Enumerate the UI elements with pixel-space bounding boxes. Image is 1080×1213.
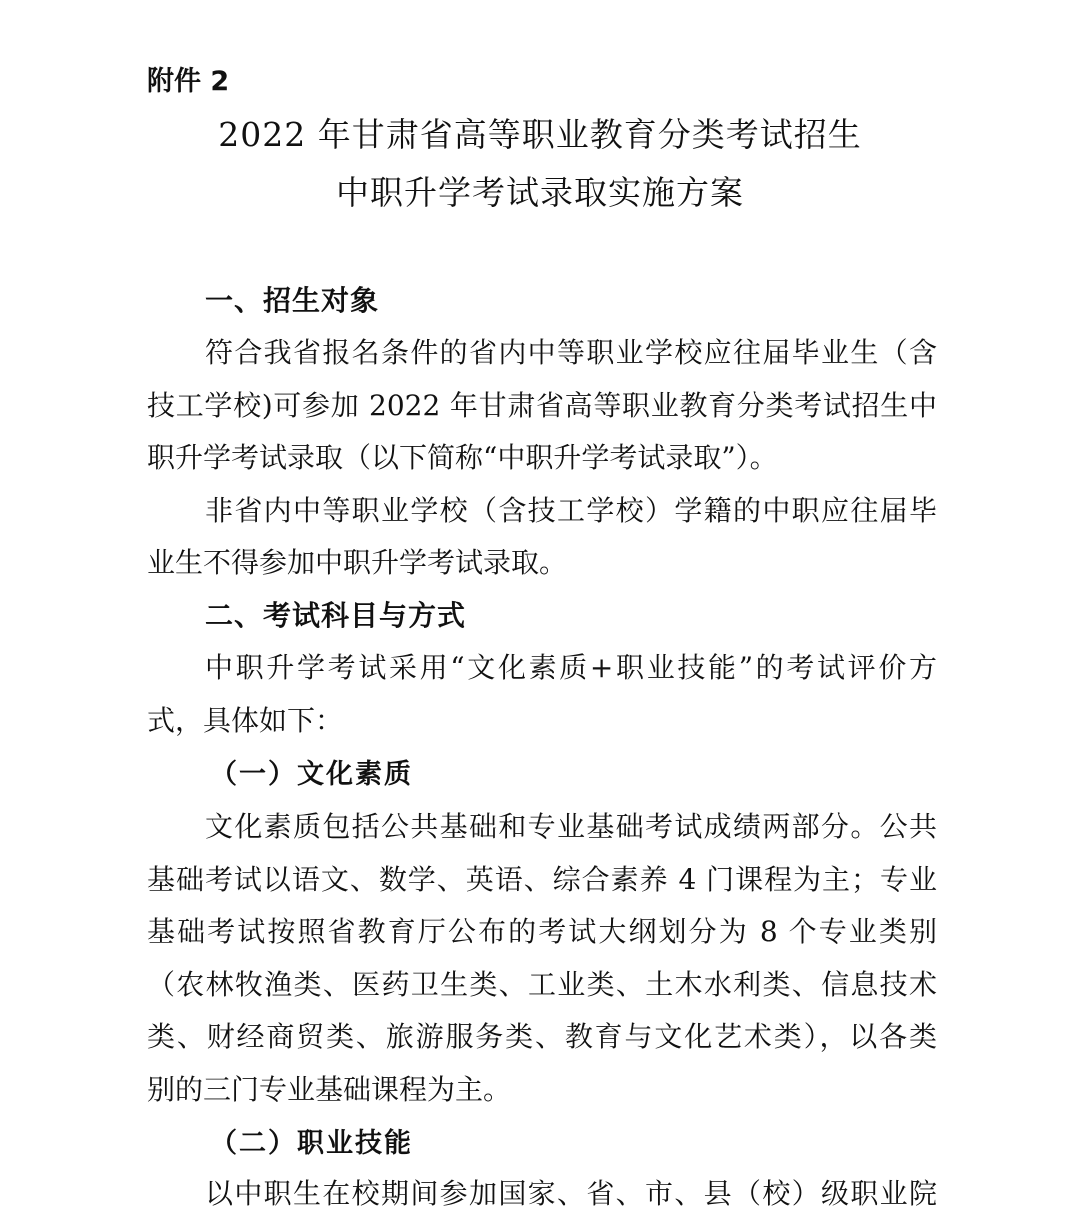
attachment-label: 附件 2 [147,66,230,97]
paragraph-4-line-3: 基础考试按照省教育厅公布的考试大纲划分为 8 个专业类别 [147,915,937,948]
document-title-line-2: 中职升学考试录取实施方案 [336,173,744,212]
paragraph-1-line-1: 符合我省报名条件的省内中等职业学校应往届毕业生（含 [205,336,937,369]
paragraph-4-line-6: 别的三门专业基础课程为主。 [147,1073,512,1106]
subsection-heading-cultural-quality: （一）文化素质 [210,759,413,790]
paragraph-3-line-2: 式，具体如下： [147,704,344,737]
paragraph-2-line-1: 非省内中等职业学校（含技工学校）学籍的中职应往届毕 [205,494,937,527]
paragraph-4-line-5: 类、财经商贸类、旅游服务类、教育与文化艺术类），以各类 [147,1020,937,1053]
section-heading-recruitment-targets: 一、招生对象 [205,284,380,317]
section-heading-exam-subjects: 二、考试科目与方式 [205,599,467,632]
paragraph-3-line-1: 中职升学考试采用“文化素质+职业技能”的考试评价方 [205,651,937,684]
paragraph-5-line-1: 以中职生在校期间参加国家、省、市、县（校）级职业院 [205,1177,937,1210]
paragraph-4-line-1: 文化素质包括公共基础和专业基础考试成绩两部分。公共 [205,810,937,843]
subsection-heading-vocational-skills: （二）职业技能 [210,1128,413,1159]
document-title-line-1: 2022 年甘肃省高等职业教育分类考试招生 [218,115,862,154]
paragraph-1-line-2: 技工学校)可参加 2022 年甘肃省高等职业教育分类考试招生中 [147,389,937,422]
paragraph-1-line-3: 职升学考试录取（以下简称“中职升学考试录取”）。 [147,441,778,474]
paragraph-4-line-2: 基础考试以语文、数学、英语、综合素养 4 门课程为主；专业 [147,863,937,896]
paragraph-4-line-4: （农林牧渔类、医药卫生类、工业类、土木水利类、信息技术 [147,968,937,1001]
paragraph-2-line-2: 业生不得参加中职升学考试录取。 [147,546,568,579]
